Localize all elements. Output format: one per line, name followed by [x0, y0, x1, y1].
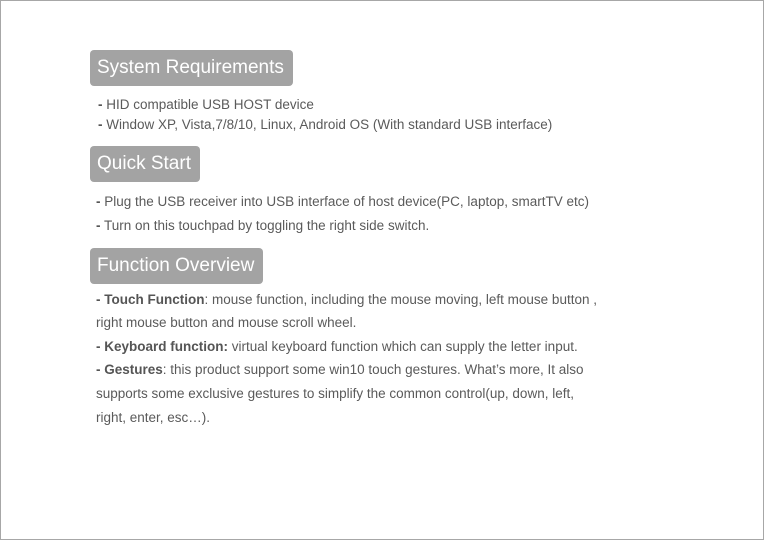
section-heading-system-requirements: System Requirements [90, 50, 293, 86]
section-heading-function-overview: Function Overview [90, 248, 263, 284]
gestures-text: : this product support some win10 touch gestures. What’s more, It also [162, 362, 584, 377]
list-item-continuation: supports some exclusive gestures to simplify the common control(up, down, left, [96, 386, 574, 401]
bullet: - [98, 117, 103, 132]
list-item [96, 217, 429, 235]
list-item-continuation: right, enter, esc…). [96, 410, 211, 425]
list-item [96, 338, 578, 356]
list-item-continuation: right mouse button and mouse scroll wheel. [96, 315, 357, 330]
quick-start-text: Turn on this touchpad by toggling the right side switch. [104, 218, 430, 233]
list-item [98, 116, 552, 134]
bullet: - [96, 339, 101, 354]
keyboard-function-text: virtual keyboard function which can supply the letter input. [228, 339, 578, 354]
requirement-text: Window XP, Vista,7/8/10, Linux, Android OS (With standard USB interface) [106, 117, 553, 132]
bullet: - [98, 97, 103, 112]
requirement-text: HID compatible USB HOST device [106, 97, 314, 112]
list-item [96, 291, 597, 309]
bullet: - [96, 218, 101, 233]
section-heading-quick-start: Quick Start [90, 146, 200, 182]
touch-function-label: Touch Function [104, 292, 205, 307]
bullet: - [96, 292, 101, 307]
gestures-label: Gestures [104, 362, 163, 377]
list-item [96, 193, 589, 211]
list-item [98, 96, 314, 114]
bullet: - [96, 194, 101, 209]
keyboard-function-label: Keyboard function: [104, 339, 229, 354]
list-item [96, 361, 584, 379]
quick-start-text: Plug the USB receiver into USB interface of host device(PC, laptop, smartTV etc) [104, 194, 589, 209]
bullet: - [96, 362, 101, 377]
touch-function-text: : mouse function, including the mouse moving, left mouse button , [204, 292, 597, 307]
